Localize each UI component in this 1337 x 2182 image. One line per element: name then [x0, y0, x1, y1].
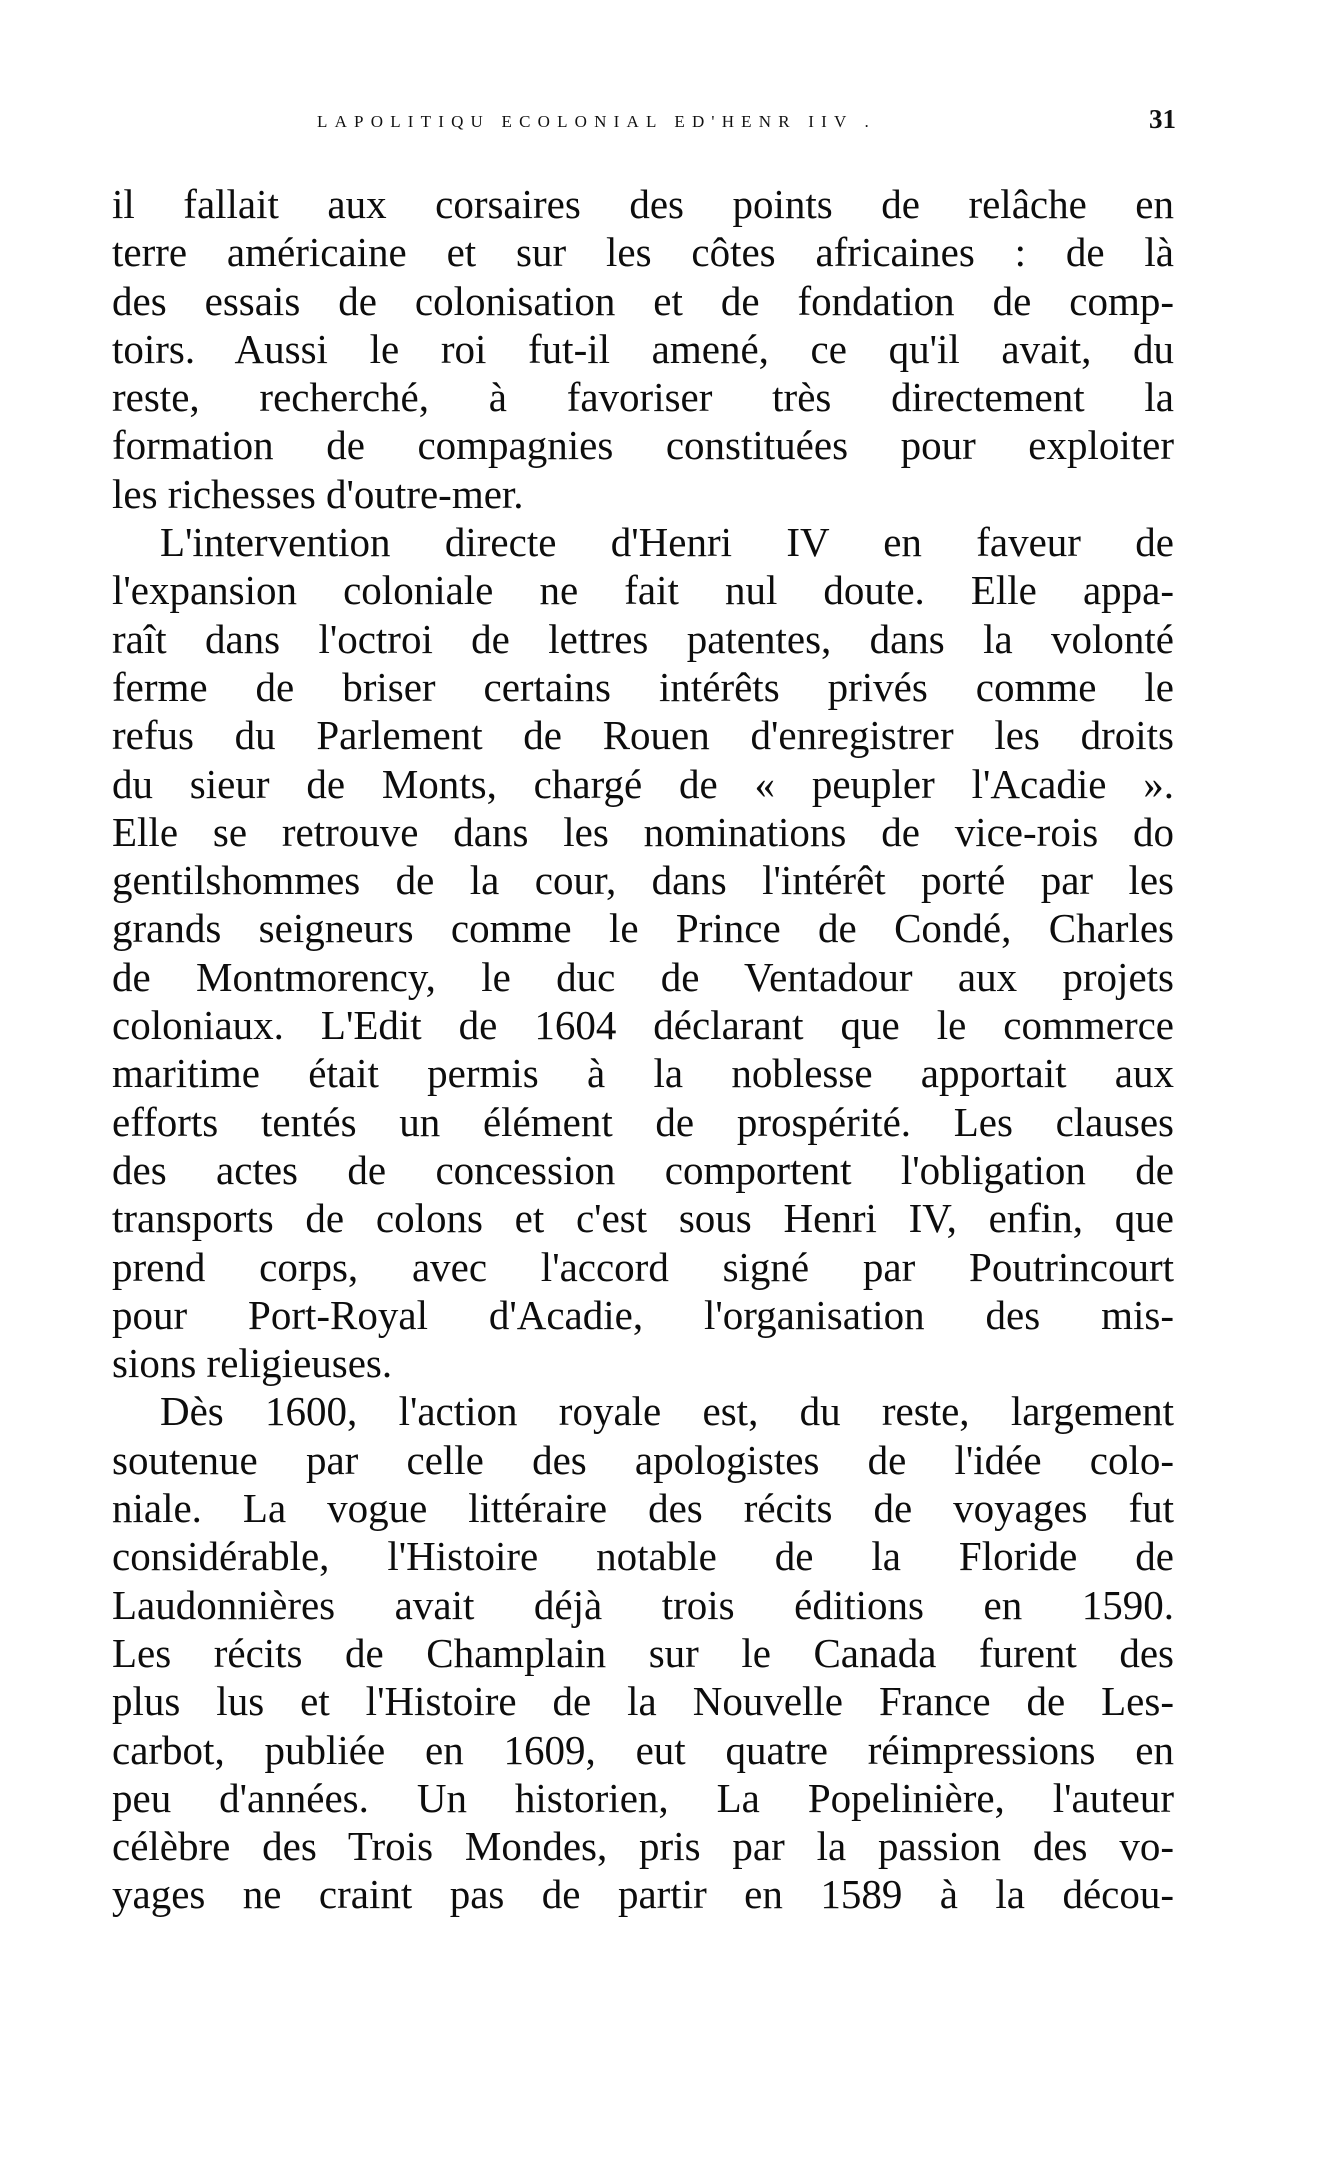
text-line: grands seigneurs comme le Prince de Condé, Charles	[112, 905, 1174, 952]
text-line: célèbre des Trois Mondes, pris par la passion des vo-	[112, 1823, 1174, 1870]
paragraph	[112, 518, 1174, 1387]
text-line: efforts tentés un élément de prospérité. Les clauses	[112, 1098, 1174, 1145]
text-line: refus du Parlement de Rouen d'enregistrer les droits	[112, 712, 1174, 759]
text-line: gentilshommes de la cour, dans l'intérêt porté par les	[112, 857, 1174, 904]
text-line: transports de colons et c'est sous Henri IV, enfin, que	[112, 1195, 1174, 1242]
text-line: toirs. Aussi le roi fut-il amené, ce qu'il avait, du	[112, 325, 1174, 372]
text-line: terre américaine et sur les côtes africaines : de là	[112, 229, 1174, 276]
text-line: yages ne craint pas de partir en 1589 à la décou-	[112, 1871, 1174, 1918]
text-line: du sieur de Monts, chargé de « peupler l'Acadie ».	[112, 760, 1174, 807]
text-line: carbot, publiée en 1609, eut quatre réimpressions en	[112, 1726, 1174, 1773]
text-line: Les récits de Champlain sur le Canada furent des	[112, 1629, 1174, 1676]
text-line: Laudonnières avait déjà trois éditions en 1590.	[112, 1581, 1174, 1628]
text-line: soutenue par celle des apologistes de l'idée colo-	[112, 1436, 1174, 1483]
text-line: L'intervention directe d'Henri IV en faveur de	[160, 519, 1174, 566]
text-line: pour Port-Royal d'Acadie, l'organisation des mis-	[112, 1291, 1174, 1338]
text-line: des essais de colonisation et de fondation de comp-	[112, 277, 1174, 324]
text-line: reste, recherché, à favoriser très directement la	[112, 374, 1174, 421]
text-line: de Montmorency, le duc de Ventadour aux projets	[112, 953, 1174, 1000]
text-line: Elle se retrouve dans les nominations de vice-rois do	[112, 808, 1174, 855]
text-line: maritime était permis à la noblesse apportait aux	[112, 1050, 1174, 1097]
text-line: des actes de concession comportent l'obligation de	[112, 1146, 1174, 1193]
paragraph	[112, 180, 1174, 518]
page-number: 31	[1149, 104, 1176, 134]
paragraph	[112, 1387, 1174, 1918]
text-line: formation de compagnies constituées pour exploiter	[112, 422, 1174, 469]
text-line: coloniaux. L'Edit de 1604 déclarant que le commerce	[112, 1002, 1174, 1049]
text-line: considérable, l'Histoire notable de la Floride de	[112, 1533, 1174, 1580]
body-text	[112, 180, 1174, 1919]
text-line: Dès 1600, l'action royale est, du reste, largement	[160, 1388, 1174, 1435]
text-line: raît dans l'octroi de lettres patentes, dans la volonté	[112, 615, 1174, 662]
text-line: les richesses d'outre-mer.	[112, 470, 524, 517]
text-line: prend corps, avec l'accord signé par Poutrincourt	[112, 1243, 1174, 1290]
text-line: niale. La vogue littéraire des récits de voyages fut	[112, 1485, 1174, 1532]
running-head: LAPOLITIQU ECOLONIAL ED'HENR IIV .	[317, 112, 877, 131]
text-line: peu d'années. Un historien, La Popelinière, l'auteur	[112, 1774, 1174, 1821]
text-line: sions religieuses.	[112, 1340, 393, 1387]
text-line: l'expansion coloniale ne fait nul doute. Elle appa-	[112, 567, 1174, 614]
text-line: il fallait aux corsaires des points de relâche en	[112, 181, 1174, 227]
text-line: plus lus et l'Histoire de la Nouvelle France de Les-	[112, 1678, 1174, 1725]
text-line: ferme de briser certains intérêts privés comme le	[112, 663, 1174, 710]
